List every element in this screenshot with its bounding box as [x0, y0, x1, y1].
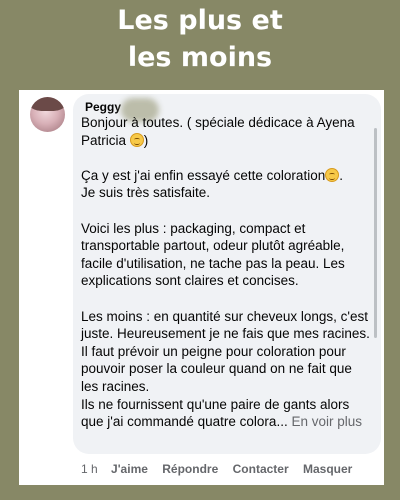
comment-paragraph [81, 308, 371, 431]
comment-actions [81, 462, 363, 476]
comment-panel [19, 90, 384, 485]
headline-line-1: Les plus et [117, 5, 283, 36]
headline [0, 2, 400, 76]
avatar[interactable] [30, 97, 65, 132]
comment-paragraph: Voici les plus : packaging, compact et transportable partout, odeur plutôt agréable, facile d'utilisation, ne tache pas la peau. Les explications sont claires et concises. [81, 220, 345, 289]
comment-paragraph [81, 114, 371, 149]
smiling-face-emoji-icon [130, 133, 144, 147]
period: . [339, 167, 343, 183]
comment-author[interactable]: Peggy [85, 100, 122, 114]
like-button[interactable]: J'aime [111, 462, 148, 476]
hide-button[interactable]: Masquer [302, 462, 353, 476]
paragraph-text: Je suis très satisfaite. [81, 185, 211, 201]
smiling-face-emoji-icon [325, 168, 339, 182]
see-more-link[interactable]: En voir plus [291, 414, 363, 430]
paragraph-text: Bonjour à toutes. ( spéciale dédicace à Ayena Patricia [81, 115, 355, 148]
closing-paren: ) [143, 132, 149, 148]
comment-paragraph [81, 167, 371, 202]
paragraph-text: Les moins : en quantité sur cheveux longs, c'est juste. Heureusement je ne fais que mes racines. Il faut prévoir un peigne pour coloration pour pouvoir poser la couleur quand on ne fait que les racines. Ils ne fournissent qu'une paire de gants alors que j'ai commandé quatre colora... [81, 308, 370, 430]
reply-button[interactable]: Répondre [162, 462, 219, 476]
comment-body [81, 114, 371, 431]
paragraph-text: Ça y est j'ai enfin essayé cette coloration [81, 167, 326, 183]
contact-button[interactable]: Contacter [232, 462, 289, 476]
headline-line-2: les moins [127, 42, 273, 73]
scrollbar[interactable] [374, 128, 377, 338]
timestamp[interactable]: 1 h [81, 462, 98, 476]
comment-bubble [73, 94, 381, 454]
avatar-hair [30, 97, 65, 111]
